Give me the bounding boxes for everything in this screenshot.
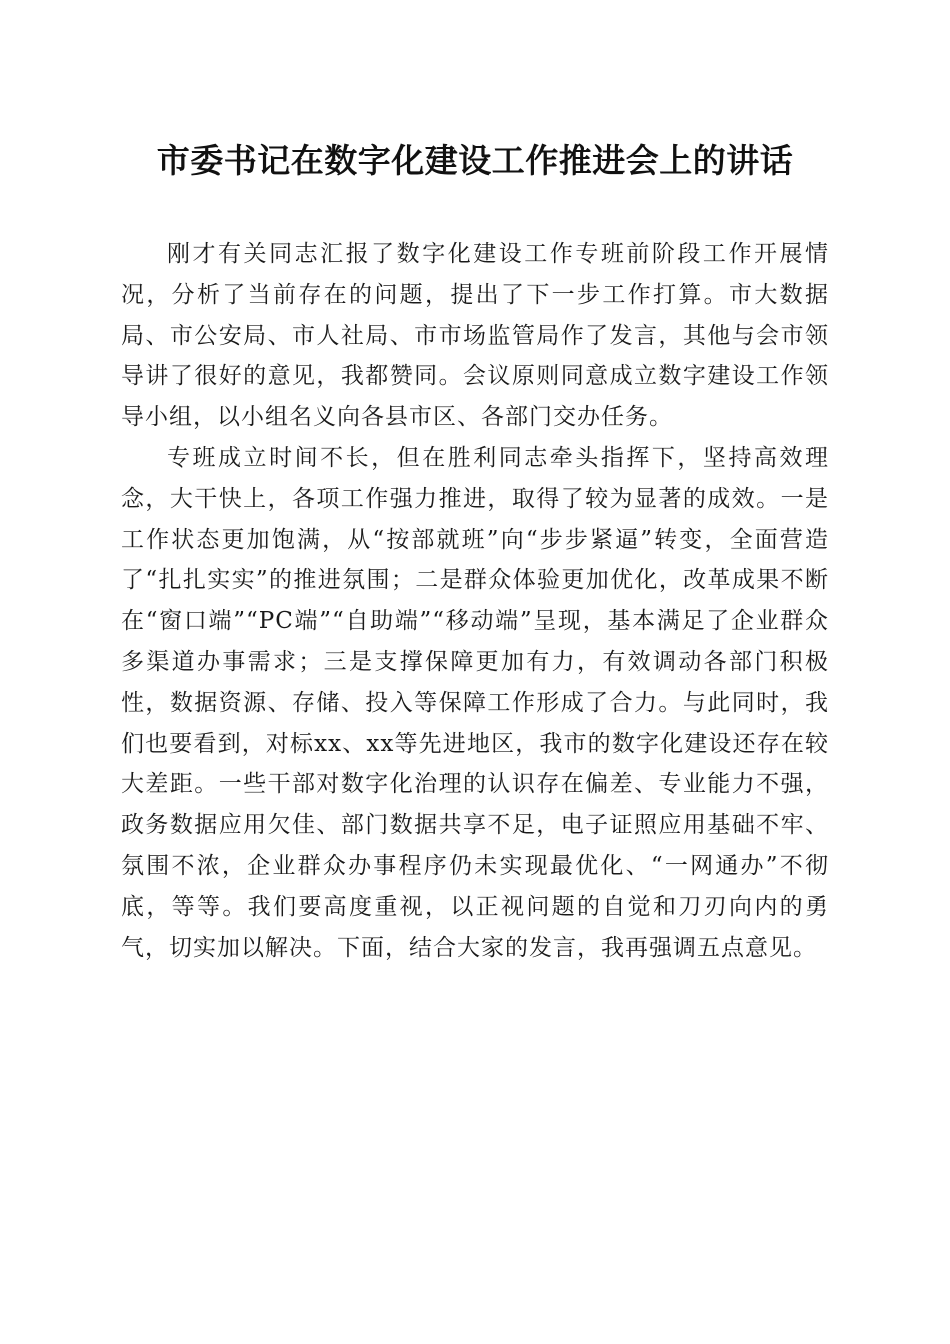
document-title: 市委书记在数字化建设工作推进会上的讲话 (156, 141, 794, 180)
paragraph-achievements: 专班成立时间不长，但在胜利同志牵头指挥下，坚持高效理念，大干快上，各项工作强力推进，取得了较为显著的成效。一是工作状态更加饱满，从“按部就班”向“步步紧逼”转变，全面营造了“扎扎实实”的推进氛围；二是群众体验更加优化，改革成果不断在“窗口端”“PC端”“自助端”“移动端”呈现，基本满足了企业群众多渠道办事需求；三是支撑保障更加有力，有效调动各部门积极性，数据资源、存储、投入等保障工作形成了合力。与此同时，我们也要看到，对标xx、xx等先进地区，我市的数字化建设还存在较大差距。一些干部对数字化治理的认识存在偏差、专业能力不强，政务数据应用欠佳、部门数据共享不足，电子证照应用基础不牢、氛围不浓，企业群众办事程序仍未实现最优化、“一网通办”不彻底，等等。我们要高度重视，以正视问题的自觉和刀刃向内的勇气，切实加以解决。下面，结合大家的发言，我再强调五点意见。 (121, 444, 829, 961)
document-body (121, 234, 829, 968)
paragraph-opening: 刚才有关同志汇报了数字化建设工作专班前阶段工作开展情况，分析了当前存在的问题，提出了下一步工作打算。市大数据局、市公安局、市人社局、市市场监管局作了发言，其他与会市领导讲了很好的意见，我都赞同。会议原则同意成立数字建设工作领导小组，以小组名义向各县市区、各部门交办任务。 (121, 241, 829, 431)
